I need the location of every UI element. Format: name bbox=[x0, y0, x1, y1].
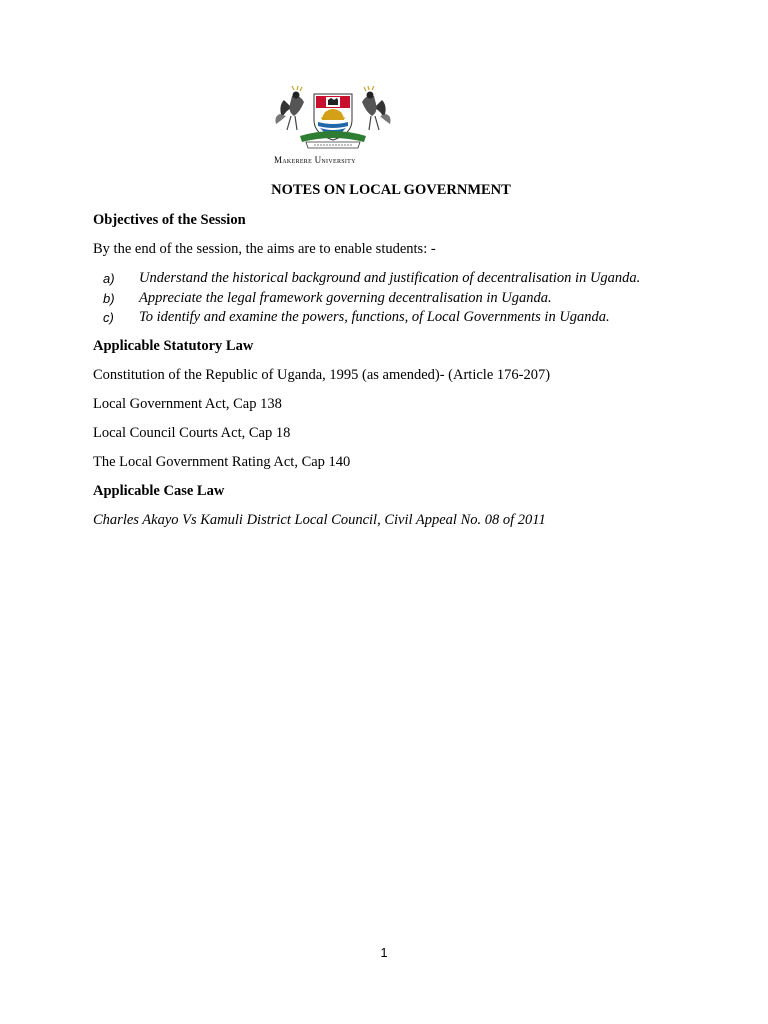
list-marker: c) bbox=[103, 310, 114, 325]
list-item-text: Understand the historical background and justification of decentralisation in Uganda. bbox=[139, 270, 641, 286]
university-logo bbox=[270, 86, 396, 168]
statute-item: Local Council Courts Act, Cap 18 bbox=[93, 425, 291, 441]
statute-item: Local Government Act, Cap 138 bbox=[93, 396, 282, 412]
case-item: Charles Akayo Vs Kamuli District Local Council, Civil Appeal No. 08 of 2011 bbox=[93, 512, 546, 528]
statute-item: Constitution of the Republic of Uganda, 1995 (as amended)- (Article 176-207) bbox=[93, 367, 551, 383]
makerere-crest-icon bbox=[270, 86, 396, 154]
document-title: NOTES ON LOCAL GOVERNMENT bbox=[271, 182, 511, 198]
list-marker: b) bbox=[103, 290, 115, 306]
case-law-heading: Applicable Case Law bbox=[93, 483, 225, 499]
statute-item: The Local Government Rating Act, Cap 140 bbox=[93, 454, 351, 470]
objectives-intro: By the end of the session, the aims are to enable students: - bbox=[93, 241, 436, 257]
list-marker: a) bbox=[103, 271, 115, 286]
right-crane-icon bbox=[362, 86, 391, 130]
logo-caption: Makerere University bbox=[274, 155, 356, 165]
objectives-heading: Objectives of the Session bbox=[93, 212, 246, 228]
page-number: 1 bbox=[380, 945, 388, 960]
left-crane-icon bbox=[276, 86, 305, 130]
motto-ribbon-icon bbox=[306, 142, 360, 148]
statutory-law-heading: Applicable Statutory Law bbox=[93, 338, 254, 354]
list-item-text: To identify and examine the powers, functions, of Local Governments in Uganda. bbox=[139, 309, 610, 325]
list-item-text: Appreciate the legal framework governing decentralisation in Uganda. bbox=[139, 289, 552, 306]
